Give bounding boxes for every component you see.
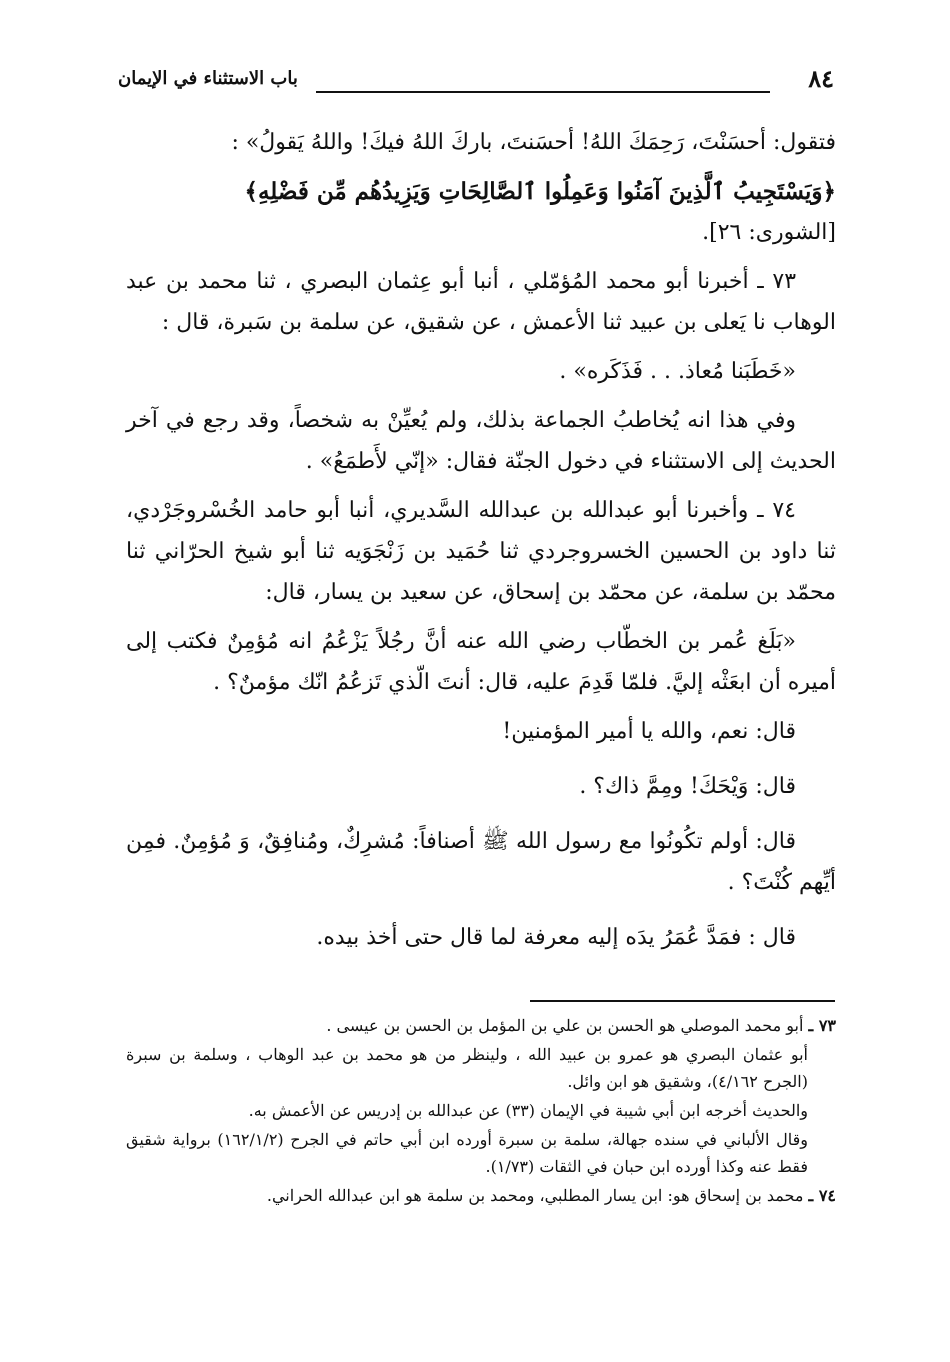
quran-reference: [الشورى: ٢٦]. [702, 220, 836, 245]
page-number: ٨٤ [808, 64, 834, 93]
running-title: باب الاستثناء في الإيمان [118, 68, 298, 89]
dialog-line-3: قال: أولم تكُونُوا مع رسول الله ﷺ أصنافاً: مُشرِكٌ، ومُنافِقٌ، وَ مُؤمِنٌ. فمِن أيِّهم كُنْتَ؟ . [126, 829, 836, 895]
dialog-line-4: قال : فمَدَّ عُمَرُ يدَه إليه معرفة لما قال حتى أخذ بيده. [316, 925, 796, 950]
header-rule [316, 91, 770, 93]
dialog-line-1: قال: نعم، والله يا أمير المؤمنين! [502, 719, 796, 744]
hadith-74-chain: ٧٤ ـ وأخبرنا أبو عبدالله بن عبدالله السَّديري، أنبا أبو حامد الخُسْروجَرْدي، ثنا داود بن الحسين الخسروجردي ثنا حُمَيد بن زَنْجَوَيه ثنا أبو شيخ الحرّاني ثنا محمّد بن سلمة، عن محمّد بن إسحاق، عن سعيد بن يسار، قال: [126, 498, 836, 605]
footnote-74 [126, 1182, 836, 1209]
footnote-73-line-3: والحديث أخرجه ابن أبي شيبة في الإيمان (٣٣) عن عبدالله بن إدريس عن الأعمش به. [248, 1101, 808, 1120]
footnote-73-number: ٧٣ ـ [808, 1016, 836, 1035]
dialog-line-2: قال: وَيْحَكَ! ومِمَّ ذاك؟ . [579, 774, 796, 799]
footnotes [126, 1012, 836, 1211]
page-header [118, 62, 834, 106]
footnote-74-number: ٧٤ ـ [808, 1186, 836, 1205]
commentary-paragraph: وفي هذا انه يُخاطبُ الجماعة بذلك، ولم يُعيِّنْ به شخصاً، وقد رجع في آخر الحديث إلى الاستثناء في دخول الجنّة فقال: «إنّي لأَطمَعُ» . [126, 408, 836, 474]
intro-paragraph: فتقول: أحسَنْتَ، رَحِمَكَ اللهُ! أحسَنتَ، باركَ اللهُ فيكَ! واللهُ يَقولُ» : [231, 130, 836, 155]
quran-verse: ﴿وَيَسْتَجِيبُ ٱلَّذِينَ آمَنُوا وَعَمِلُوا ٱلصَّالِحَاتِ وَيَزِيدُهُم مِّن فَضْلِهِ﴾ [244, 178, 836, 205]
main-text [126, 122, 836, 958]
hadith-74-quote: «بَلَغ عُمر بن الخطّاب رضي الله عنه أنَّ رجُلاً يَزْعُمُ انه مُؤمِنٌ فكتب إلى أميره أن ابعَثْه إليَّ. فلمّا قَدِمَ عليه، قال: أنتَ الّذي تَزعُمُ انّك مؤمنٌ؟ . [126, 629, 836, 695]
footnote-73 [126, 1012, 836, 1039]
hadith-73-quote: «خَطَبَنا مُعاذ. . . فَذَكَره» . [559, 359, 796, 384]
footnote-73-line-1: أبو محمد الموصلي هو الحسن بن علي بن المؤمل بن الحسن بن عيسى . [326, 1016, 804, 1035]
footnote-74-line-1: محمد بن إسحاق هو: ابن يسار المطلبي، ومحمد بن سلمة هو ابن عبدالله الحراني. [266, 1186, 804, 1205]
footnote-73-line-2: أبو عثمان البصري هو عمرو بن عبيد الله ، ولينظر من هو محمد بن عبد الوهاب ، وسلمة بن سبرة (الجرح ٤/١٦٢)، وشقيق هو ابن وائل. [126, 1045, 808, 1091]
hadith-73-chain: ٧٣ ـ أخبرنا أبو محمد المُؤمّلي ، أنبا أبو عِثمان البصري ، ثنا محمد بن عبد الوهاب نا يَعلى بن عبيد ثنا الأعمش ، عن شقيق، عن سلمة بن سَبرة، قال : [126, 269, 836, 335]
footnote-separator [530, 1000, 835, 1002]
footnote-73-line-4: وقال الألباني في سنده جهالة، سلمة بن سبرة أورده ابن أبي حاتم في الجرح (١٦٢/١/٢) برواية شقيق فقط عنه وكذا أورده ابن حبان في الثقات (١/٧٣). [126, 1130, 808, 1176]
